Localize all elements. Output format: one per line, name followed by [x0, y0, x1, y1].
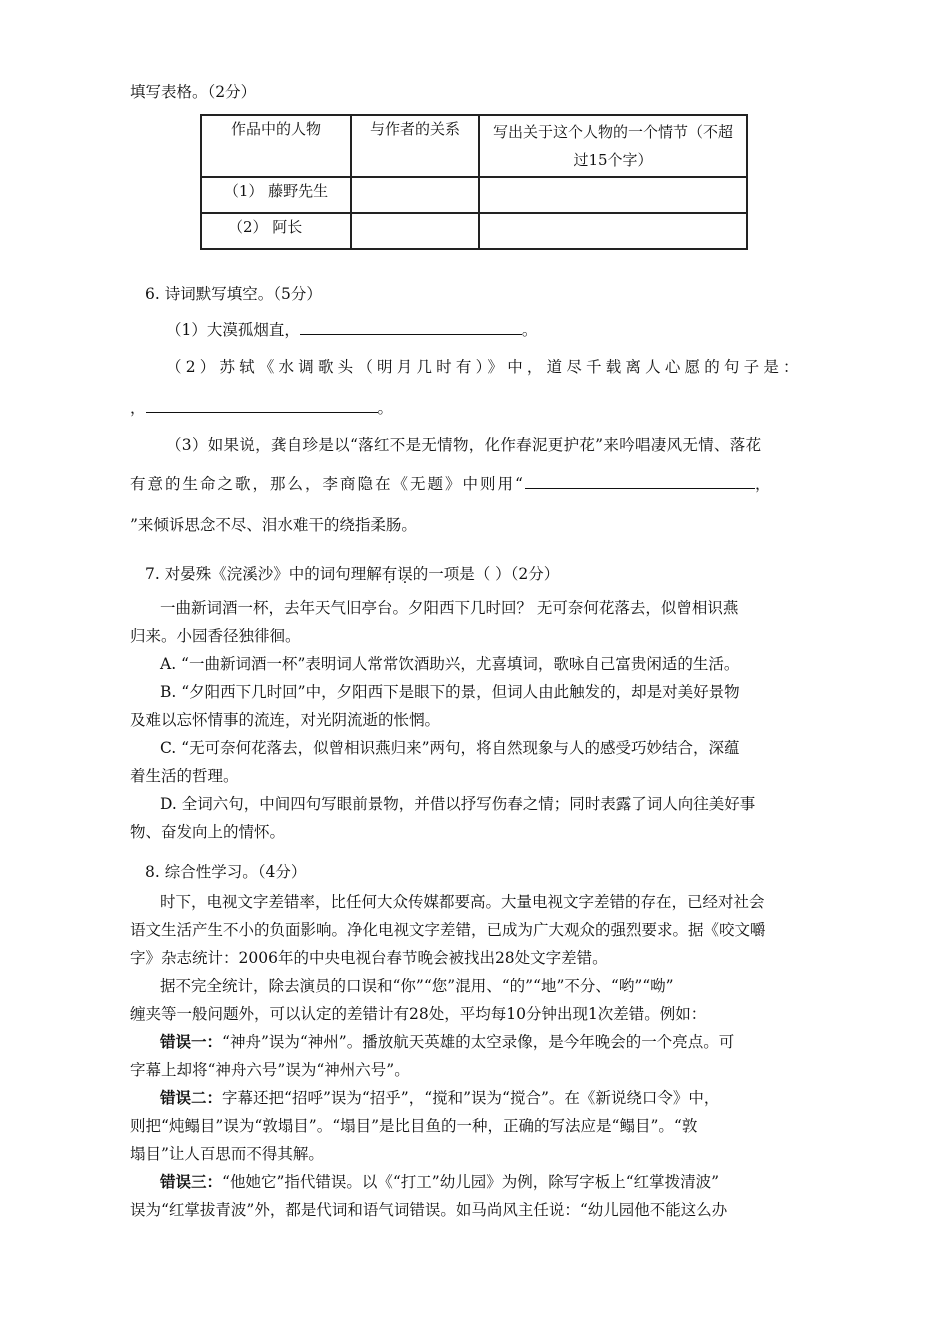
q8-p1-line1: 时下，电视文字差错率，比任何大众传媒都要高。大量电视文字差错的存在，已经对社会 — [160, 893, 765, 911]
q6-item2-line — [130, 396, 393, 418]
q7-option-b-line1: B. “夕阳西下几时回”中，夕阳西下是眼下的景，但词人由此触发的，却是对美好景物 — [160, 683, 740, 701]
q8-error2-line2: 则把“炖鳎目”误为“敦塌目”。“塌目”是比目鱼的一种，正确的写法应是“鳎目”。“敦 — [130, 1117, 698, 1135]
q6-item1 — [166, 318, 537, 340]
cell-relation[interactable] — [351, 213, 479, 249]
header-plot-line2: 过15个字） — [573, 151, 653, 169]
answer-blank[interactable] — [146, 396, 378, 413]
q6-item2-line-prefix: ， — [130, 399, 146, 417]
q7-option-b-line2: 及难以忘怀情事的流连，对光阴流逝的怅惘。 — [130, 711, 441, 729]
answer-blank[interactable] — [525, 472, 755, 489]
q6-item2-line-suffix: 。 — [377, 399, 394, 417]
q7-title-b: 的一项是（ ）（2分） — [412, 565, 560, 583]
character-table — [200, 114, 748, 250]
q7-poem-line2: 归来。小园香径独徘徊。 — [130, 627, 301, 645]
q7-emphasis-1: 有 — [381, 565, 398, 583]
q6-item3-line2-prefix: 有意的生命之歌，那么，李商隐在《无题》中则用“ — [130, 475, 525, 493]
error1-text: “神舟”误为“神州”。播放航天英雄的太空录像，是今年晚会的一个亮点。可 — [222, 1033, 735, 1051]
q8-p1-line2: 语文生活产生不小的负面影响。净化电视文字差错，已成为广大观众的强烈要求。据《咬文嚼 — [130, 921, 766, 939]
cell-plot[interactable] — [479, 177, 747, 213]
q7-option-d-line2: 物、奋发向上的情怀。 — [130, 823, 286, 841]
q8-error2-line1 — [160, 1086, 719, 1108]
q6-item2: （2）苏轼《水调歌头（明月几时有）》中，道尽千载离人心愿的句子是： — [166, 358, 803, 376]
q7-option-a: A. “一曲新词酒一杯”表明词人常常饮酒助兴，尤喜填词，歌咏自己富贵闲适的生活。 — [160, 655, 740, 673]
q7-poem-line1: 一曲新词酒一杯，去年天气旧亭台。夕阳西下几时回？ 无可奈何花落去，似曾相识燕 — [160, 599, 739, 617]
q6-item1-suffix: 。 — [521, 321, 538, 339]
header-plot — [479, 115, 747, 177]
q8-error1-line1 — [160, 1030, 734, 1052]
error3-label: 错误三： — [160, 1172, 223, 1191]
q6-item3-line3: ”来倾诉思念不尽、泪水难干的绕指柔肠。 — [130, 516, 417, 534]
cell-name: （2） 阿长 — [201, 213, 351, 249]
error3-text: “他她它”指代错误。以《“打工”幼儿园》为例，除写字板上“红掌拨清波” — [222, 1173, 720, 1191]
q7-title — [145, 562, 559, 584]
q7-option-c-line1: C. “无可奈何花落去，似曾相识燕归来”两句，将自然现象与人的感受巧妙结合，深蕴 — [160, 739, 740, 757]
error2-text: 字幕还把“招呼”误为“招乎”，“搅和”误为“搅合”。在《新说绕口令》中， — [222, 1089, 720, 1107]
q7-emphasis-2: 误 — [397, 565, 413, 583]
q7-option-c-line2: 着生活的哲理。 — [130, 767, 239, 785]
q8-error3-line2: 误为“红掌拔青波”外，都是代词和语气词错误。如马尚风主任说：“幼儿园他不能这么办 — [130, 1201, 728, 1219]
q6-item1-prefix: （1）大漠孤烟直， — [166, 321, 300, 339]
q7-option-d-line1: D. 全词六句，中间四句写眼前景物，并借以抒写伤春之情；同时表露了词人向往美好事 — [160, 795, 756, 813]
table-intro: 填写表格。（2分） — [130, 83, 257, 101]
q8-error3-line1 — [160, 1170, 719, 1192]
q8-title: 8. 综合性学习。（4分） — [145, 863, 307, 881]
header-character: 作品中的人物 — [201, 115, 351, 177]
q6-item3-line2 — [130, 472, 772, 494]
cell-plot[interactable] — [479, 213, 747, 249]
q6-item3-line2-suffix: ， — [754, 475, 773, 493]
header-relation: 与作者的关系 — [351, 115, 479, 177]
q6-item3-line1: （3）如果说，龚自珍是以“落红不是无情物，化作春泥更护花”来吟唱凄风无情、落花 — [166, 436, 762, 454]
cell-name: （1） 藤野先生 — [201, 177, 351, 213]
q8-error1-line2: 字幕上却将“神舟六号”误为“神州六号”。 — [130, 1061, 410, 1079]
header-plot-line1: 写出关于这个人物的一个情节（不超 — [492, 123, 733, 141]
q8-p1-line3: 字》杂志统计：2006年的中央电视台春节晚会被找出28处文字差错。 — [130, 949, 608, 967]
error1-label: 错误一： — [160, 1032, 223, 1051]
table-row — [201, 177, 747, 213]
q8-p2-line2: 缠夹等一般问题外，可以认定的差错计有28处，平均每10分钟出现1次差错。例如： — [130, 1005, 707, 1023]
q8-error2-line3: 塌目”让人百思而不得其解。 — [130, 1145, 324, 1163]
error2-label: 错误二： — [160, 1088, 223, 1107]
q6-title: 6. 诗词默写填空。（5分） — [145, 285, 322, 303]
q8-p2-line1: 据不完全统计，除去演员的口误和“你”“您”混用、“的”“地”不分、“哟”“呦” — [160, 977, 674, 995]
table-row — [201, 213, 747, 249]
cell-relation[interactable] — [351, 177, 479, 213]
q7-title-a: 7. 对晏殊《浣溪沙》中的词句理解 — [145, 565, 382, 583]
answer-blank[interactable] — [300, 318, 522, 335]
